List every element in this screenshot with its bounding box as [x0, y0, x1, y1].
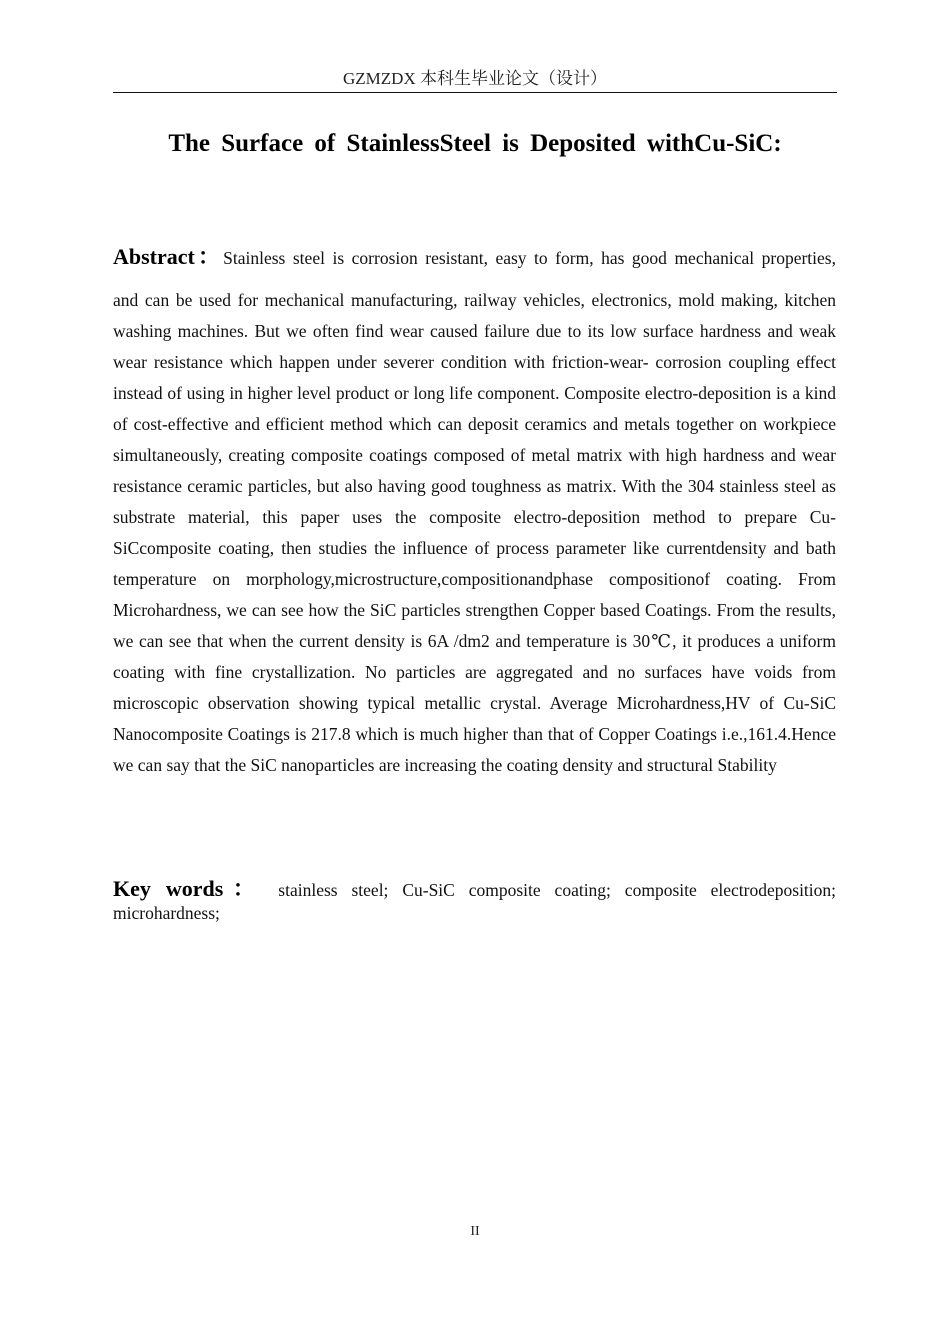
page-header: GZMZDX 本科生毕业论文（设计） [343, 69, 607, 88]
keywords-label: Key words： [113, 876, 265, 901]
abstract-label: Abstract： [113, 244, 224, 269]
abstract-body: and can be used for mechanical manufacturing, railway vehicles, electronics, mold making, kitchen washing machines. But we often find wear caused failure due to its low surface hardness and weak wear resistance which happen under severer condition with friction-wear- corrosion coupling effect instead of using in higher level product or long life component. Composite electro-deposition is a kind of cost-effective and efficient method which can deposit ceramics and metals together on workpiece simultaneously, creating composite coatings composed of metal matrix with high hardness and wear resistance ceramic particles, but also having good toughness as matrix. With the 304 stainless steel as substrate material, this paper uses the composite electro-deposition method to prepare Cu-SiCcomposite coating, then studies the influence of process parameter like currentdensity and bath temperature on morphology,microstructure,compositionandphase compositionof coating. From Microhardness, we can see how the SiC particles strengthen Copper based Coatings. From the results, we can see that when the current density is 6A /dm2 and temperature is 30℃, it produces a uniform coating with fine crystallization. No particles are aggregated and no surfaces have voids from microscopic observation showing typical metallic crystal. Average Microhardness,HV of Cu-SiC Nanocomposite Coatings is 217.8 which is much higher than that of Copper Coatings i.e.,161.4.Hence we can say that the SiC nanoparticles are increasing the coating density and structural Stability [113, 290, 836, 775]
keywords-text: stainless steel; Cu-SiC composite coating; composite electrodeposition; microhardness; [113, 880, 837, 923]
abstract-first-line-text: Stainless steel is corrosion resistant, easy to form, has good mechanical properties, [223, 248, 836, 268]
header-rule [113, 92, 837, 93]
page-number: II [470, 1224, 480, 1239]
keywords-section [113, 877, 836, 925]
abstract-section [113, 241, 836, 781]
abstract-first-line [113, 241, 836, 274]
paper-title: The Surface of StainlessSteel is Deposited withCu-SiC: [168, 130, 782, 157]
